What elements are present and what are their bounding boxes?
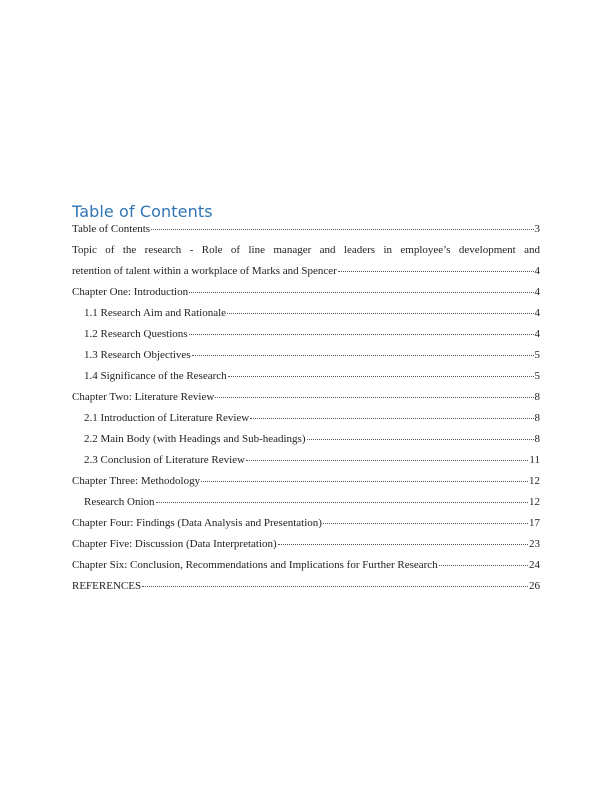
toc-entry-research-onion[interactable]	[72, 492, 540, 513]
toc-page-number: 4	[534, 265, 540, 277]
toc-entry-chapter-six[interactable]	[72, 555, 540, 576]
toc-entry-label-line2: retention of talent within a workplace of Marks and Spencer	[72, 265, 337, 277]
toc-page-number: 4	[534, 328, 540, 340]
toc-page-number: 12	[529, 496, 540, 508]
toc-entry-label: REFERENCES	[72, 580, 142, 592]
dot-leader	[250, 417, 533, 419]
toc-entry-label: Chapter Five: Discussion (Data Interpretation)	[72, 538, 277, 550]
dot-leader	[189, 333, 534, 335]
toc-entry-1-1[interactable]	[72, 303, 540, 324]
dot-leader	[151, 228, 533, 230]
dot-leader	[338, 270, 534, 272]
dot-leader	[246, 459, 528, 461]
toc-entry-label: Chapter One: Introduction	[72, 286, 189, 298]
toc-page-number: 26	[529, 580, 540, 592]
toc-entry-label: Chapter Three: Methodology	[72, 475, 201, 487]
toc-page-number: 5	[534, 349, 540, 361]
toc-page-number: 11	[529, 454, 540, 466]
dot-leader	[323, 522, 528, 524]
toc-entry-label: 2.1 Introduction of Literature Review	[84, 412, 250, 424]
dot-leader	[189, 291, 533, 293]
dot-leader	[201, 480, 528, 482]
toc-list	[72, 222, 540, 597]
toc-page-number: 4	[534, 286, 540, 298]
toc-entry-table-of-contents[interactable]	[72, 222, 540, 236]
toc-entry-references[interactable]	[72, 576, 540, 597]
toc-entry-label-line1: Topic of the research - Role of line manager and leaders in employee’s development and	[72, 244, 540, 256]
toc-page-number: 8	[534, 391, 540, 403]
toc-page-number: 8	[534, 412, 540, 424]
toc-entry-label: Chapter Four: Findings (Data Analysis and Presentation)	[72, 517, 322, 529]
toc-entry-chapter-one[interactable]	[72, 282, 540, 303]
toc-page-number: 23	[529, 538, 540, 550]
toc-heading: Table of Contents	[72, 202, 213, 221]
toc-entry-1-2[interactable]	[72, 324, 540, 345]
toc-page-number: 12	[529, 475, 540, 487]
dot-leader	[156, 501, 528, 503]
toc-entry-label: Chapter Six: Conclusion, Recommendations and Implications for Further Research	[72, 559, 438, 571]
dot-leader	[307, 438, 534, 440]
dot-leader	[227, 312, 533, 314]
toc-page-number: 17	[529, 517, 540, 529]
toc-entry-1-4[interactable]	[72, 366, 540, 387]
toc-page-number: 5	[534, 370, 540, 382]
toc-entry-label: 1.3 Research Objectives	[84, 349, 191, 361]
toc-page-number: 8	[534, 433, 540, 445]
dot-leader	[215, 396, 533, 398]
toc-entry-label: 1.1 Research Aim and Rationale	[84, 307, 227, 319]
toc-entry-chapter-four[interactable]	[72, 513, 540, 534]
dot-leader	[278, 543, 528, 545]
toc-entry-label: Table of Contents	[72, 223, 151, 235]
dot-leader	[192, 354, 534, 356]
toc-page-number: 4	[534, 307, 540, 319]
toc-page-number: 24	[529, 559, 540, 571]
toc-entry-2-2[interactable]	[72, 429, 540, 450]
toc-entry-chapter-three[interactable]	[72, 471, 540, 492]
toc-entry-label: 2.2 Main Body (with Headings and Sub-headings)	[84, 433, 306, 445]
toc-entry-label: Research Onion	[84, 496, 155, 508]
toc-entry-2-3[interactable]	[72, 450, 540, 471]
dot-leader	[142, 585, 528, 587]
toc-page-number: 3	[534, 223, 540, 235]
table-of-contents	[72, 202, 540, 597]
toc-entry-research-topic[interactable]	[72, 240, 540, 282]
dot-leader	[439, 564, 528, 566]
toc-entry-chapter-five[interactable]	[72, 534, 540, 555]
toc-entry-2-1[interactable]	[72, 408, 540, 429]
toc-entry-label: 1.4 Significance of the Research	[84, 370, 227, 382]
toc-entry-label: 2.3 Conclusion of Literature Review	[84, 454, 245, 466]
toc-entry-label: Chapter Two: Literature Review	[72, 391, 215, 403]
dot-leader	[228, 375, 534, 377]
toc-entry-1-3[interactable]	[72, 345, 540, 366]
toc-entry-label: 1.2 Research Questions	[84, 328, 188, 340]
toc-entry-chapter-two[interactable]	[72, 387, 540, 408]
